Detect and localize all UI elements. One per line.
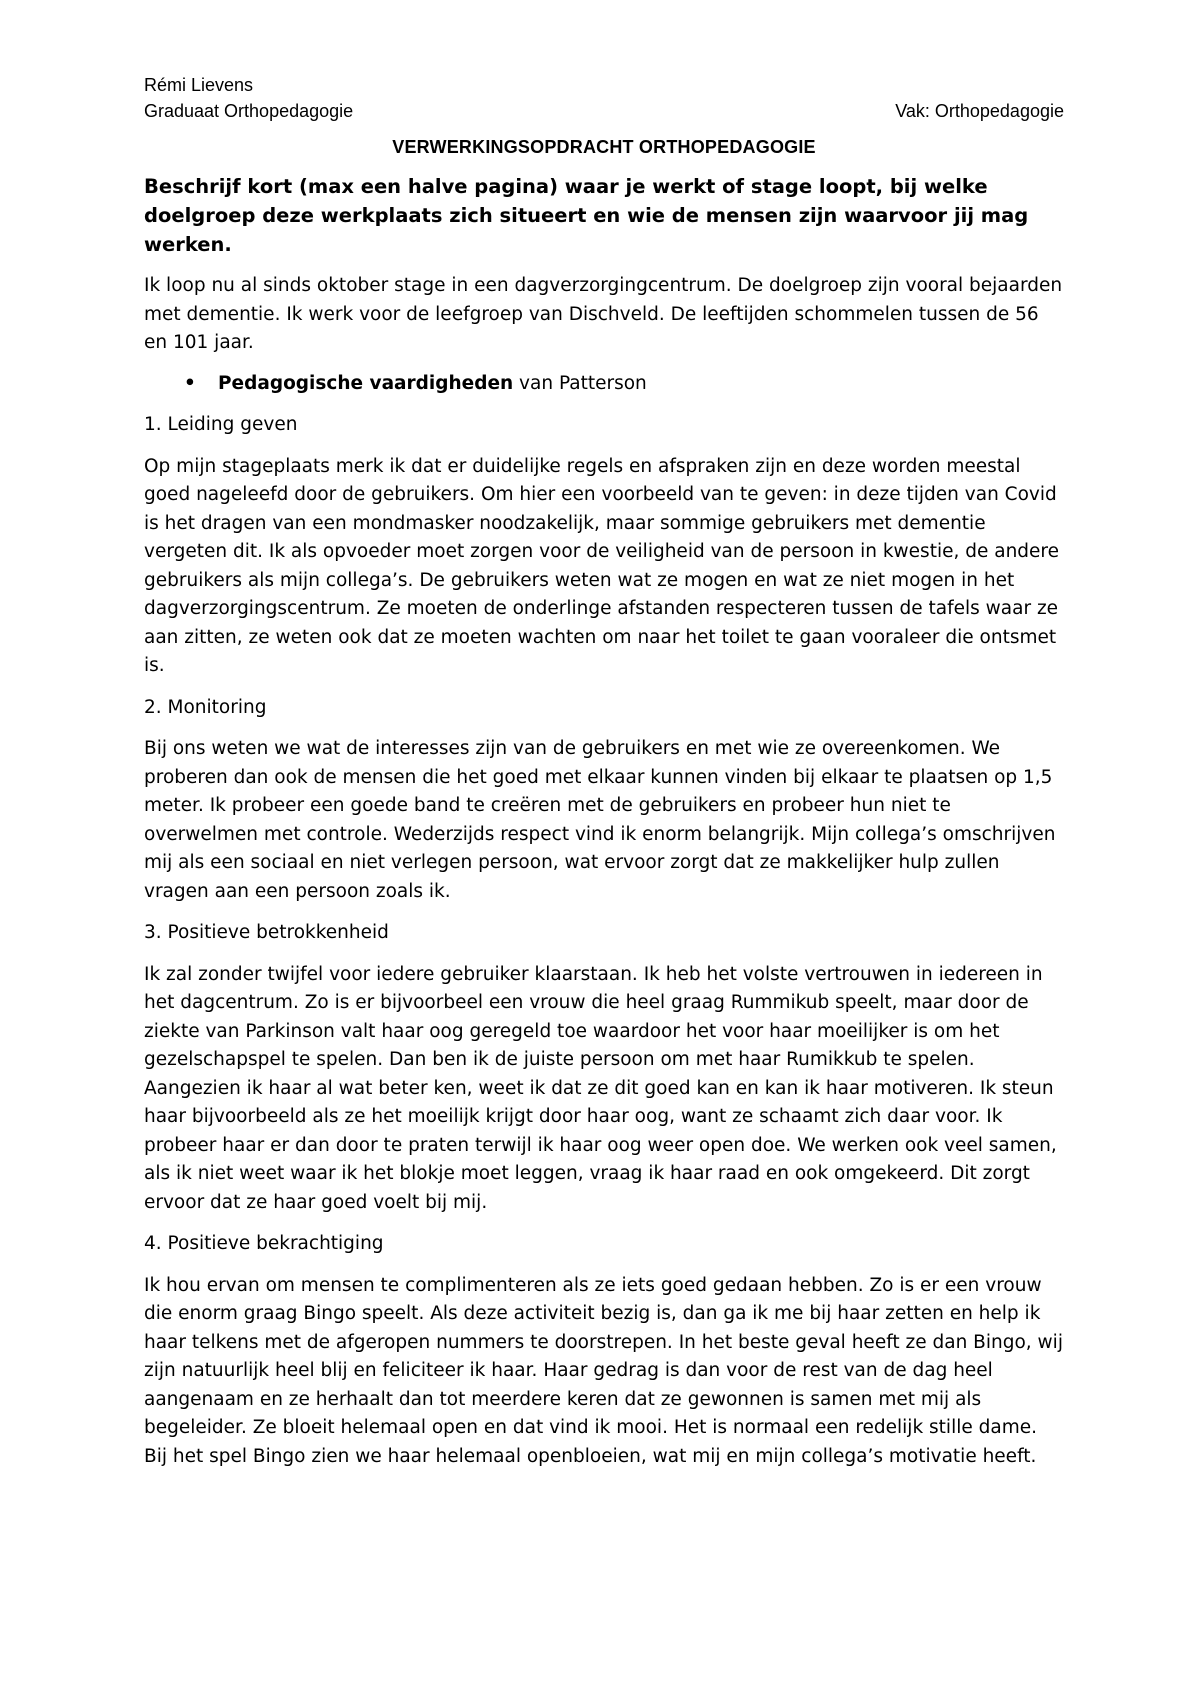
course-name: Vak: Orthopedagogie <box>895 101 1064 121</box>
assignment-question: Beschrijf kort (max een halve pagina) waar je werkt of stage loopt, bij welke doelgroep deze werkplaats zich situeert en wie de mensen zijn waarvoor jij mag werken. <box>144 175 1029 256</box>
bullet-strong-text: Pedagogische vaardigheden <box>218 372 514 394</box>
section-heading-1: 1. Leiding geven <box>144 414 298 435</box>
intro-paragraph: Ik loop nu al sinds oktober stage in een dagverzorgingcentrum. De doelgroep zijn vooral bejaarden met dementie. Ik werk voor de leefgroep van Dischveld. De leeftijden schommelen tussen de 56 en 101 jaar. <box>144 275 1063 353</box>
author-name: Rémi Lievens <box>144 75 254 95</box>
program-name: Graduaat Orthopedagogie <box>144 101 354 121</box>
section-body-3: Ik zal zonder twijfel voor iedere gebruiker klaarstaan. Ik heb het volste vertrouwen in iedereen in het dagcentrum. Zo is er bijvoorbeel een vrouw die heel graag Rummikub speelt, maar door de ziekte van Parkinson valt haar oog geregeld toe waardoor het voor haar moeilijker is om het gezelschapspel te spelen. Dan ben ik de juiste persoon om met haar Rumikkub te spelen. Aangezien ik haar al wat beter ken, weet ik dat ze dit goed kan en kan ik haar motiveren. Ik steun haar bijvoorbeeld als ze het moeilijk krijgt door haar oog, want ze schaamt zich daar voor. Ik probeer haar er dan door te praten terwijl ik haar oog weer open doe. We werken ook veel samen, als ik niet weet waar ik het blokje moet leggen, vraag ik haar raad en ook omgekeerd. Dit zorgt ervoor dat ze haar goed voelt bij mij. <box>144 963 1057 1213</box>
section-heading-3: 3. Positieve betrokkenheid <box>144 922 389 943</box>
section-body-2: Bij ons weten we wat de interesses zijn van de gebruikers en met wie ze overeenkomen. We proberen dan ook de mensen die het goed met elkaar kunnen vinden bij elkaar te plaatsen op 1,5 meter. Ik probeer een goede band te creëren met de gebruikers en probeer hun niet te overwelmen met controle. Wederzijds respect vind ik enorm belangrijk. Mijn collega’s omschrijven mij als een sociaal en niet verlegen persoon, wat ervoor zorgt dat ze makkelijker hulp zullen vragen aan een persoon zoals ik. <box>144 738 1056 902</box>
header-row <box>144 98 1064 124</box>
section-heading-4: 4. Positieve bekrachtiging <box>144 1233 384 1254</box>
document-page <box>144 72 1064 1471</box>
section-body-4: Ik hou ervan om mensen te complimenteren als ze iets goed gedaan hebben. Zo is er een vrouw die enorm graag Bingo speelt. Als deze activiteit bezig is, dan ga ik me bij haar zetten en help ik haar telkens met de afgeropen nummers te doorstrepen. In het beste geval heeft ze dan Bingo, wij zijn natuurlijk heel blij en feliciteer ik haar. Haar gedrag is dan voor de rest van de dag heel aangenaam en ze herhaalt dan tot meerdere keren dat ze gewonnen is samen met mij als begeleider. Ze bloeit helemaal open en dat vind ik mooi. Het is normaal een redelijk stille dame. Bij het spel Bingo zien we haar helemaal openbloeien, wat mij en mijn collega’s motivatie heeft. <box>144 1274 1063 1467</box>
bullet-item <box>144 370 1064 399</box>
bullet-text <box>218 370 647 399</box>
bullet-icon: • <box>184 372 196 394</box>
section-body-1: Op mijn stageplaats merk ik dat er duidelijke regels en afspraken zijn en deze worden meestal goed nageleefd door de gebruikers. Om hier een voorbeeld van te geven: in deze tijden van Covid is het dragen van een mondmasker noodzakelijk, maar sommige gebruikers met dementie vergeten dit. Ik als opvoeder moet zorgen voor de veiligheid van de persoon in kwestie, de andere gebruikers als mijn collega’s. De gebruikers weten wat ze mogen en wat ze niet mogen in het dagverzorgingscentrum. Ze moeten de onderlinge afstanden respecteren tussen de tafels waar ze aan zitten, ze weten ook dat ze moeten wachten om naar het toilet te gaan vooraleer die ontsmet is. <box>144 455 1060 676</box>
bullet-rest-text: van Patterson <box>513 372 647 394</box>
section-heading-2: 2. Monitoring <box>144 696 267 718</box>
document-title: VERWERKINGSOPDRACHT ORTHOPEDAGOGIE <box>392 137 816 157</box>
